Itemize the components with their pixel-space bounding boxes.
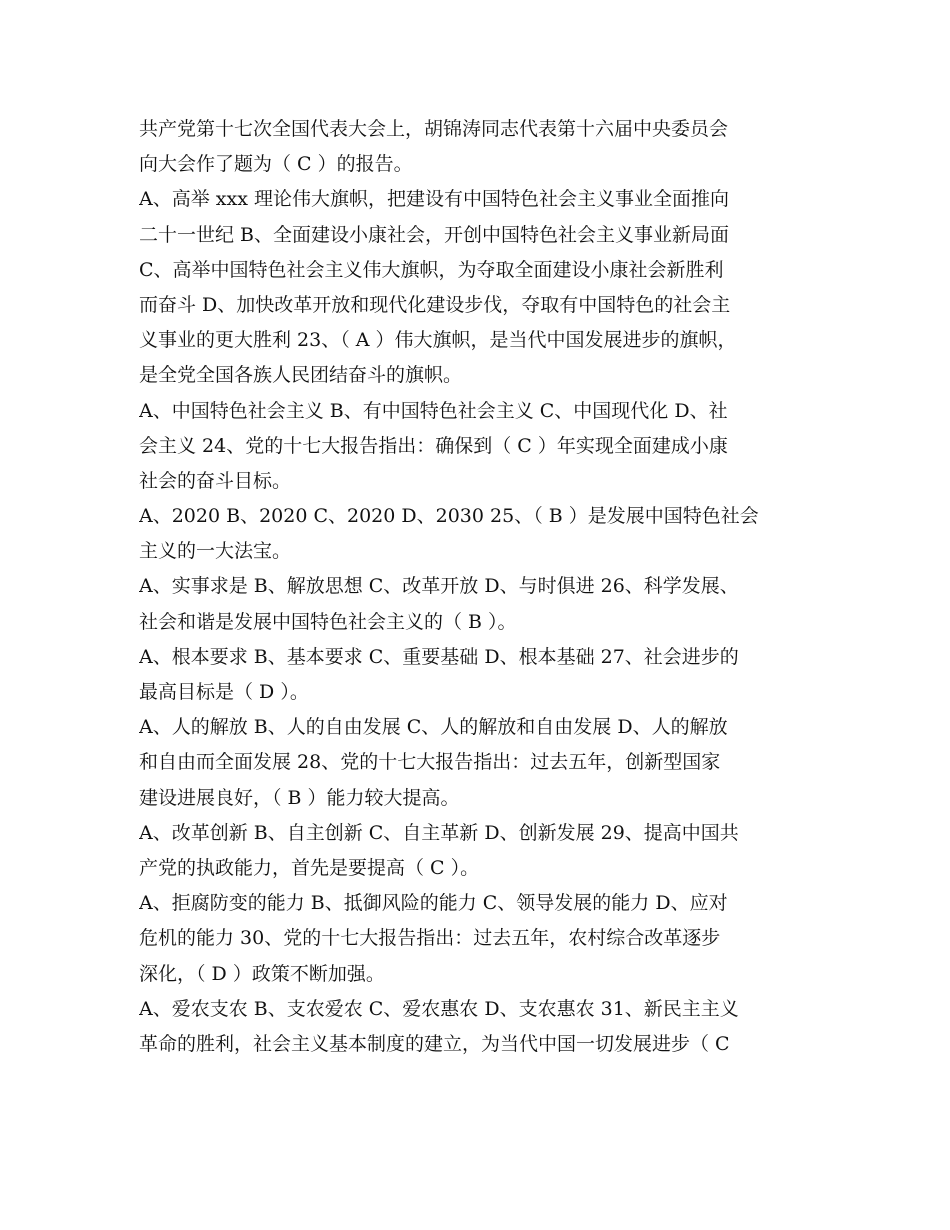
text-line-9: A、中国特色社会主义 B、有中国特色社会主义 C、中国现代化 D、社 bbox=[139, 399, 728, 422]
text-line-10: 会主义 24、党的十七大报告指出：确保到（ C ）年实现全面建成小康 bbox=[139, 434, 728, 457]
text-line-22: 产党的执政能力，首先是要提高（ C ）。 bbox=[139, 856, 480, 879]
text-line-14: A、实事求是 B、解放思想 C、改革开放 D、与时俱进 26、科学发展、 bbox=[139, 575, 739, 598]
text-line-16: A、根本要求 B、基本要求 C、重要基础 D、根本基础 27、社会进步的 bbox=[139, 645, 739, 668]
text-line-2: 向大会作了题为（ C ）的报告。 bbox=[139, 153, 413, 176]
text-line-27: 革命的胜利，社会主义基本制度的建立，为当代中国一切发展进步（ C bbox=[139, 1032, 730, 1055]
text-line-1: 共产党第十七次全国代表大会上，胡锦涛同志代表第十六届中央委员会 bbox=[139, 118, 729, 140]
text-line-21: A、改革创新 B、自主创新 C、自主革新 D、创新发展 29、提高中国共 bbox=[139, 821, 739, 844]
text-line-19: 和自由而全面发展 28、党的十七大报告指出：过去五年，创新型国家 bbox=[139, 751, 721, 774]
text-line-12: A、2020 B、2020 C、2020 D、2030 25、（ B ）是发展中国特色社会 bbox=[139, 505, 759, 528]
text-line-4: 二十一世纪 B、全面建设小康社会，开创中国特色社会主义事业新局面 bbox=[139, 223, 730, 246]
text-line-18: A、人的解放 B、人的自由发展 C、人的解放和自由发展 D、人的解放 bbox=[139, 716, 728, 739]
text-line-8: 是全党全国各族人民团结奋斗的旗帜。 bbox=[139, 364, 463, 387]
text-line-7: 义事业的更大胜利 23、（ A ）伟大旗帜，是当代中国发展进步的旗帜， bbox=[139, 329, 737, 352]
text-line-3: A、高举 xxx 理论伟大旗帜，把建设有中国特色社会主义事业全面推向 bbox=[139, 188, 729, 211]
text-line-13: 主义的一大法宝。 bbox=[139, 540, 292, 563]
text-line-20: 建设进展良好，（ B ）能力较大提高。 bbox=[139, 786, 460, 809]
text-line-11: 社会的奋斗目标。 bbox=[139, 469, 292, 492]
text-line-23: A、拒腐防变的能力 B、抵御风险的能力 C、领导发展的能力 D、应对 bbox=[139, 892, 728, 915]
document-body-text bbox=[139, 112, 829, 1062]
text-line-24: 危机的能力 30、党的十七大报告指出：过去五年，农村综合改革逐步 bbox=[139, 927, 721, 950]
text-line-15: 社会和谐是发展中国特色社会主义的（ B ）。 bbox=[139, 610, 517, 633]
text-line-25: 深化，（ D ）政策不断加强。 bbox=[139, 962, 385, 985]
text-line-17: 最高目标是（ D ）。 bbox=[139, 681, 309, 703]
text-line-5: C、高举中国特色社会主义伟大旗帜，为夺取全面建设小康社会新胜利 bbox=[139, 258, 724, 281]
text-line-6: 而奋斗 D、加快改革开放和现代化建设步伐，夺取有中国特色的社会主 bbox=[139, 293, 731, 316]
text-line-26: A、爱农支农 B、支农爱农 C、爱农惠农 D、支农惠农 31、新民主主义 bbox=[139, 997, 739, 1020]
